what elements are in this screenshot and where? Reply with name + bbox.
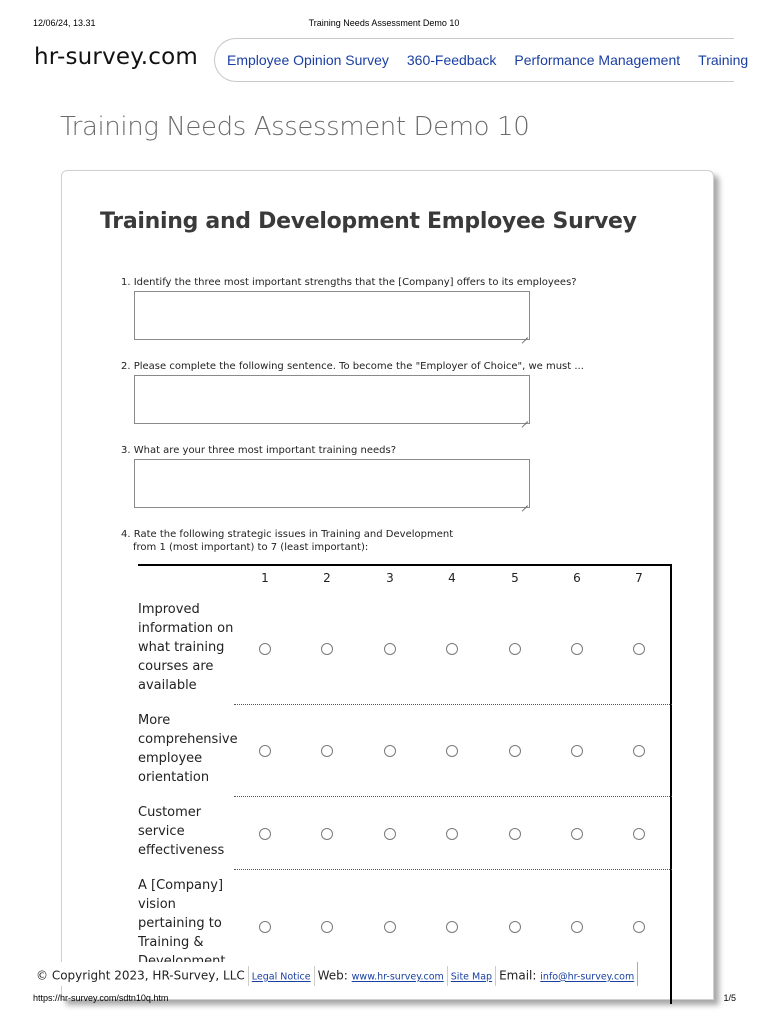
rating-radio-2[interactable] (321, 828, 333, 840)
scale-header: 7 (635, 571, 643, 585)
rating-radio-3[interactable] (384, 828, 396, 840)
survey-title: Training and Development Employee Survey (100, 209, 637, 234)
site-footer (33, 962, 638, 986)
rating-radio-1[interactable] (259, 643, 271, 655)
rating-radio-3[interactable] (384, 921, 396, 933)
resize-grip-icon[interactable] (520, 414, 528, 422)
print-page-number: 1/5 (723, 993, 736, 1003)
print-footer (0, 993, 768, 1007)
nav-employee-opinion-survey[interactable]: Employee Opinion Survey (227, 52, 389, 68)
rating-radio-4[interactable] (446, 745, 458, 757)
rating-radio-5[interactable] (509, 745, 521, 757)
question-2-textarea[interactable] (134, 375, 530, 424)
scale-header: 5 (511, 571, 519, 585)
nav-360-feedback[interactable]: 360-Feedback (406, 52, 497, 68)
rating-radio-6[interactable] (571, 745, 583, 757)
rating-item-label: A [Company] vision pertaining to Training & (138, 878, 224, 950)
nav-training[interactable]: Training (698, 52, 749, 68)
scale-header: 3 (386, 571, 394, 585)
row-divider (234, 704, 672, 705)
rating-radio-1[interactable] (259, 921, 271, 933)
page-title: Training Needs Assessment Demo 10 (60, 112, 530, 142)
scale-header: 2 (323, 571, 331, 585)
rating-item-label: Improved information on what training courses are available (138, 602, 234, 693)
rating-radio-7[interactable] (633, 828, 645, 840)
website-link[interactable]: www.hr-survey.com (351, 971, 444, 983)
rating-radio-1[interactable] (259, 828, 271, 840)
scale-header: 6 (573, 571, 581, 585)
question-3-label: 3. What are your three most important training needs? (121, 445, 396, 456)
row-divider (234, 869, 672, 870)
rating-item-label: More comprehensive employee orientation (138, 713, 238, 785)
rating-radio-7[interactable] (633, 643, 645, 655)
print-title: Training Needs Assessment Demo 10 (308, 18, 460, 28)
footer-divider (447, 966, 448, 986)
question-1-label: 1. Identify the three most important strengths that the [Company] offers to its employees? (121, 277, 577, 288)
rating-radio-7[interactable] (633, 921, 645, 933)
print-header (0, 18, 768, 32)
rating-radio-6[interactable] (571, 921, 583, 933)
rating-radio-7[interactable] (633, 745, 645, 757)
footer-divider (314, 966, 315, 986)
rating-radio-5[interactable] (509, 828, 521, 840)
print-url: https://hr-survey.com/sdtn10q.htm (33, 993, 169, 1003)
survey-card (61, 170, 714, 1000)
rating-radio-1[interactable] (259, 745, 271, 757)
rating-radio-3[interactable] (384, 643, 396, 655)
resize-grip-icon[interactable] (520, 330, 528, 338)
rating-radio-2[interactable] (321, 921, 333, 933)
row-divider (234, 796, 672, 797)
question-4-label-line2: from 1 (most important) to 7 (least important): (133, 542, 369, 553)
rating-item-label: Customer service effectiveness (138, 805, 225, 858)
site-logo[interactable]: hr-survey.com (34, 44, 199, 70)
footer-divider (248, 966, 249, 986)
rating-radio-5[interactable] (509, 921, 521, 933)
legal-notice-link[interactable]: Legal Notice (251, 971, 311, 983)
copyright-text: © Copyright 2023, HR-Survey, LLC (36, 968, 245, 983)
rating-radio-6[interactable] (571, 828, 583, 840)
rating-radio-2[interactable] (321, 643, 333, 655)
top-navigation (214, 38, 749, 82)
resize-grip-icon[interactable] (520, 498, 528, 506)
rating-radio-4[interactable] (446, 828, 458, 840)
question-3-textarea[interactable] (134, 459, 530, 508)
web-label: Web: (317, 968, 348, 983)
email-link[interactable]: info@hr-survey.com (540, 971, 635, 983)
rating-matrix (138, 564, 672, 1004)
rating-radio-2[interactable] (321, 745, 333, 757)
question-1-textarea[interactable] (134, 291, 530, 340)
nav-performance-management[interactable]: Performance Management (514, 52, 681, 68)
site-map-link[interactable]: Site Map (450, 971, 493, 983)
rating-radio-4[interactable] (446, 921, 458, 933)
question-4-label-line1: 4. Rate the following strategic issues in Training and Development (121, 529, 454, 540)
question-2-label: 2. Please complete the following sentence. To become the "Employer of Choice", we must ... (121, 361, 584, 372)
email-label: Email: (499, 968, 537, 983)
rating-radio-6[interactable] (571, 643, 583, 655)
scale-header: 4 (448, 571, 456, 585)
rating-radio-4[interactable] (446, 643, 458, 655)
scale-header: 1 (261, 571, 269, 585)
rating-radio-5[interactable] (509, 643, 521, 655)
rating-radio-3[interactable] (384, 745, 396, 757)
print-date: 12/06/24, 13.31 (33, 18, 96, 28)
footer-divider (495, 966, 496, 986)
